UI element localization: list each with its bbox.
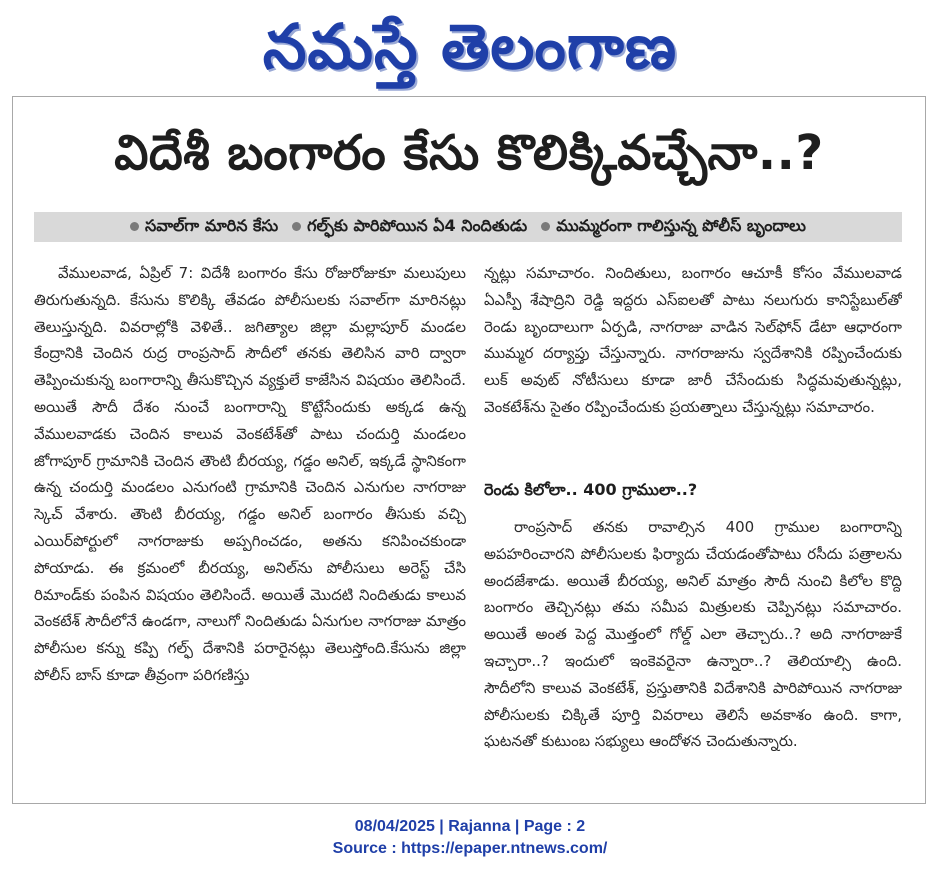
newspaper-masthead: నమస్తే తెలంగాణ: [262, 10, 678, 83]
article-headline: విదేశీ బంగారం కేసు కొలిక్కివచ్చేనా..?: [114, 125, 824, 181]
article-right-column-top: న్నట్లు సమాచారం. నిందితులు, బంగారం ఆచూకీ కోసం వేములవాడ ఏఎస్పీ శేషాద్రిని రెడ్డి ఇద్దరు ఎస్ఐలతో పాటు నలుగురు కానిస్టేబుల్‌తో రెండు బృందాలుగా ఏర్పడి, నాగరాజు వాడిన సెల్‌ఫోన్ డేటా ఆధారంగా ముమ్మర దర్యాప్తు చేస్తున్నారు. నాగరాజును స్వదేశానికి రప్పించేందుకు లుక్ అవుట్ నోటీసులు కూడా జారీ చేసేందుకు సిద్ధమవుతున్నట్లు, వెంకటేశ్‌ను సైతం రప్పించేందుకు ప్రయత్నాలు చేస్తున్నట్లు సమాచారం.: [484, 264, 902, 416]
subheadline-bar: [34, 212, 902, 242]
bullet-icon: [292, 222, 301, 231]
subheadline-item: [292, 216, 527, 239]
bullet-icon: [541, 222, 550, 231]
article-left-column: వేములవాడ, ఏప్రిల్ 7: విదేశీ బంగారం కేసు రోజురోజుకూ మలుపులు తిరుగుతున్నది. కేసును కొలిక్కి తేవడం పోలీసులకు సవాల్‌గా మారినట్లు తెలుస్తున్నది. వివరాల్లోకి వెళితే.. జగిత్యాల జిల్లా మల్లాపూర్ మండల కేంద్రానికి చెందిన రుద్ర రాంప్రసాద్ సౌదీలో తనకు తెలిసిన వారి ద్వారా తెప్పించుకున్న బంగారాన్ని తీసుకొచ్చిన వ్యక్తులే కాజేసిన విషయం తెలిసిందే. అయితే సౌదీ దేశం నుంచే బంగారాన్ని కొట్టేసేందుకు అక్కడ ఉన్న వేములవాడకు చెందిన కాలువ వెంకటేశ్‌తో పాటు చందుర్తి మండలం జోగాపూర్ గ్రామానికి చెందిన తౌంటి బీరయ్య, గడ్డం అనిల్, ఇక్కడే స్థానికంగా ఉన్న చందుర్తి మండలం ఎనుగంటి గ్రామానికి చెందిన ఎనుగుల నాగరాజు స్కెచ్ వేశారు. తౌంటి బీరయ్య, గడ్డం అనిల్ బంగారం తీసుకు వచ్చి ఎయిర్‌పోర్టులో నాగరాజుకు అప్పగించడం, అతను కనిపించకుండా పోయాడు. ఈ క్రమంలో బీరయ్య, అనిల్‌ను పోలీసులు అరెస్ట్ చేసి రిమాండ్‌కు పంపిన విషయం తెలిసిందే. అయితే మొదటి నిందితుడు కాలువ వెంకటేశ్ సౌదీలోనే ఉండగా, నాలుగో నిందితుడు ఏనుగుల నాగరాజు మాత్రం పోలీసుల కన్ను కప్పి గల్ఫ్ దేశానికి పరారైనట్లు తెలుస్తోంది.కేసును జిల్లా పోలీస్ బాస్ కూడా తీవ్రంగా పరిగణిస్తు: [34, 264, 466, 684]
article-subhead: రెండు కిలోలా.. 400 గ్రాములా..?: [484, 480, 698, 499]
bullet-icon: [130, 222, 139, 231]
subheadline-text: ముమ్మరంగా గాలిస్తున్న పోలీస్ బృందాలు: [556, 215, 806, 235]
subheadline-text: గల్ఫ్‌కు పారిపోయిన ఏ4 నిందితుడు: [307, 215, 528, 235]
edition-info: 08/04/2025 | Rajanna | Page : 2: [354, 818, 586, 835]
subheadline-item: [130, 216, 278, 239]
source-link[interactable]: Source : https://epaper.ntnews.com/: [332, 840, 608, 857]
subheadline-text: సవాల్‌గా మారిన కేసు: [145, 215, 279, 235]
page-footer: [0, 816, 940, 860]
article-right-column-bottom: రాంప్రసాద్ తనకు రావాల్సిన 400 గ్రాముల బంగారాన్ని అపహరించారని పోలీసులకు ఫిర్యాదు చేయడంతోపాటు రసీదు పత్రాలను అందజేశాడు. అయితే బీరయ్య, అనిల్ మాత్రం సౌదీ నుంచి కిలోల కొద్ది బంగారం తెచ్చినట్లు తమ సమీప మిత్రులకు చెప్పినట్లు సమాచారం. అయితే అంత పెద్ద మొత్తంలో గోల్డ్ ఎలా తెచ్చారు..? అది నాగరాజుకే ఇచ్చారా..? ఇందులో ఇంకెవరైనా ఉన్నారా..? తెలియాల్సి ఉంది. సౌదీలోని కాలువ వెంకటేశ్, ప్రస్తుతానికి విదేశానికి పారిపోయిన నాగరాజు పోలీసులకు చిక్కితే పూర్తి వివరాలు తెలిసే అవకాశం ఉంది. కాగా, ఘటనతో కుటుంబ సభ్యులు ఆందోళన చెందుతున్నారు.: [484, 518, 902, 751]
subheadline-item: [541, 216, 806, 239]
